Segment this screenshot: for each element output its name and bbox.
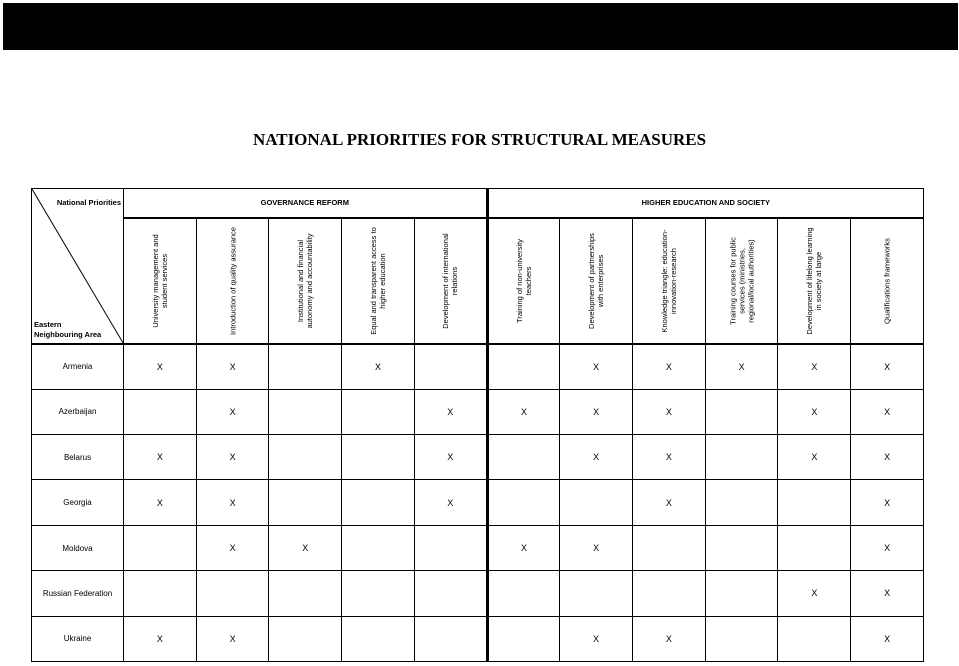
column-header: Training courses for public services (ministries, regional/local authorities) xyxy=(705,218,778,344)
priority-mark-cell: X xyxy=(633,344,706,389)
priority-mark-cell: X xyxy=(851,344,924,389)
table-row xyxy=(32,525,924,570)
table-row xyxy=(32,344,924,389)
priority-mark-cell: X xyxy=(196,389,269,434)
priority-mark-cell: X xyxy=(633,616,706,661)
priority-mark-cell: X xyxy=(633,435,706,480)
priority-mark-cell xyxy=(342,389,415,434)
country-cell: Russian Federation xyxy=(32,571,124,616)
priority-mark-cell: X xyxy=(487,525,560,570)
priority-mark-cell xyxy=(487,571,560,616)
priority-mark-cell xyxy=(487,480,560,525)
priority-mark-cell xyxy=(342,525,415,570)
priority-mark-cell: X xyxy=(414,480,487,525)
page-title: NATIONAL PRIORITIES FOR STRUCTURAL MEASURES xyxy=(252,130,707,149)
priority-mark-cell: X xyxy=(124,616,197,661)
priority-mark-cell xyxy=(560,480,633,525)
group-higher-education-society: HIGHER EDUCATION AND SOCIETY xyxy=(487,189,923,218)
table-body xyxy=(32,344,924,662)
priority-mark-cell: X xyxy=(851,571,924,616)
column-header: Qualifications frameworks xyxy=(851,218,924,344)
priority-mark-cell xyxy=(487,344,560,389)
priority-mark-cell xyxy=(414,571,487,616)
priority-mark-cell: X xyxy=(269,525,342,570)
corner-area-label: Eastern Neighbouring Area xyxy=(34,319,102,339)
priority-mark-cell: X xyxy=(196,525,269,570)
country-cell: Moldova xyxy=(32,525,124,570)
priority-mark-cell: X xyxy=(414,435,487,480)
priority-mark-cell: X xyxy=(851,435,924,480)
priority-mark-cell: X xyxy=(196,480,269,525)
priority-mark-cell: X xyxy=(633,389,706,434)
table-row xyxy=(32,616,924,661)
priority-mark-cell xyxy=(633,571,706,616)
priority-mark-cell xyxy=(560,571,633,616)
priority-mark-cell: X xyxy=(414,389,487,434)
priority-mark-cell xyxy=(414,616,487,661)
priority-mark-cell xyxy=(778,480,851,525)
column-header: Introduction of quality assurance xyxy=(196,218,269,344)
priority-mark-cell: X xyxy=(342,344,415,389)
priority-mark-cell xyxy=(124,571,197,616)
priority-mark-cell xyxy=(269,344,342,389)
country-cell: Ukraine xyxy=(32,616,124,661)
priority-mark-cell: X xyxy=(778,571,851,616)
priority-mark-cell: X xyxy=(560,616,633,661)
priority-mark-cell xyxy=(705,389,778,434)
priority-mark-cell: X xyxy=(560,525,633,570)
priority-mark-cell: X xyxy=(851,616,924,661)
priority-mark-cell: X xyxy=(778,435,851,480)
priority-mark-cell xyxy=(269,616,342,661)
priority-mark-cell xyxy=(705,616,778,661)
country-cell: Armenia xyxy=(32,344,124,389)
priority-mark-cell xyxy=(269,435,342,480)
priority-mark-cell: X xyxy=(487,389,560,434)
priority-mark-cell: X xyxy=(705,344,778,389)
table-corner-cell xyxy=(32,189,124,344)
priority-mark-cell xyxy=(124,525,197,570)
priority-mark-cell: X xyxy=(778,344,851,389)
column-header: Institutional and financial autonomy and accountability xyxy=(269,218,342,344)
column-header: Development of lifelong learning in society at large xyxy=(778,218,851,344)
priorities-table xyxy=(31,188,924,662)
priority-mark-cell xyxy=(633,525,706,570)
priority-mark-cell xyxy=(269,389,342,434)
priority-mark-cell xyxy=(269,480,342,525)
country-cell: Belarus xyxy=(32,435,124,480)
column-header: Training of non-university teachers xyxy=(487,218,560,344)
priority-mark-cell xyxy=(269,571,342,616)
top-bar xyxy=(3,3,958,50)
priority-mark-cell xyxy=(705,480,778,525)
priority-mark-cell xyxy=(778,616,851,661)
priority-mark-cell xyxy=(487,435,560,480)
priority-mark-cell xyxy=(705,525,778,570)
column-header: Equal and transparent access to higher education xyxy=(342,218,415,344)
priority-mark-cell xyxy=(487,616,560,661)
priority-mark-cell: X xyxy=(851,525,924,570)
table-row xyxy=(32,571,924,616)
priority-mark-cell: X xyxy=(560,435,633,480)
column-header: Knowledge triangle: education-innovation-research xyxy=(633,218,706,344)
priority-mark-cell: X xyxy=(778,389,851,434)
country-cell: Georgia xyxy=(32,480,124,525)
priority-mark-cell: X xyxy=(124,344,197,389)
priority-mark-cell: X xyxy=(560,344,633,389)
priority-mark-cell xyxy=(342,571,415,616)
priority-mark-cell xyxy=(705,435,778,480)
table-row xyxy=(32,435,924,480)
priority-mark-cell xyxy=(196,571,269,616)
priority-mark-cell: X xyxy=(196,616,269,661)
priority-mark-cell xyxy=(414,525,487,570)
corner-national-priorities-label: National Priorities xyxy=(56,198,121,207)
priority-mark-cell: X xyxy=(851,389,924,434)
priority-mark-cell xyxy=(705,571,778,616)
priority-mark-cell: X xyxy=(196,344,269,389)
table-row xyxy=(32,389,924,434)
column-header: Development of international relations xyxy=(414,218,487,344)
group-governance-reform: GOVERNANCE REFORM xyxy=(124,189,488,218)
priority-mark-cell: X xyxy=(196,435,269,480)
country-cell: Azerbaijan xyxy=(32,389,124,434)
column-header: University management and student services xyxy=(124,218,197,344)
table-row xyxy=(32,480,924,525)
priority-mark-cell: X xyxy=(560,389,633,434)
priority-mark-cell: X xyxy=(851,480,924,525)
priority-mark-cell xyxy=(124,389,197,434)
column-header: Development of partnerships with enterprises xyxy=(560,218,633,344)
priority-mark-cell xyxy=(342,616,415,661)
priority-mark-cell xyxy=(778,525,851,570)
priority-mark-cell xyxy=(414,344,487,389)
priority-mark-cell xyxy=(342,480,415,525)
priority-mark-cell: X xyxy=(633,480,706,525)
priority-mark-cell xyxy=(342,435,415,480)
priority-mark-cell: X xyxy=(124,480,197,525)
priority-mark-cell: X xyxy=(124,435,197,480)
